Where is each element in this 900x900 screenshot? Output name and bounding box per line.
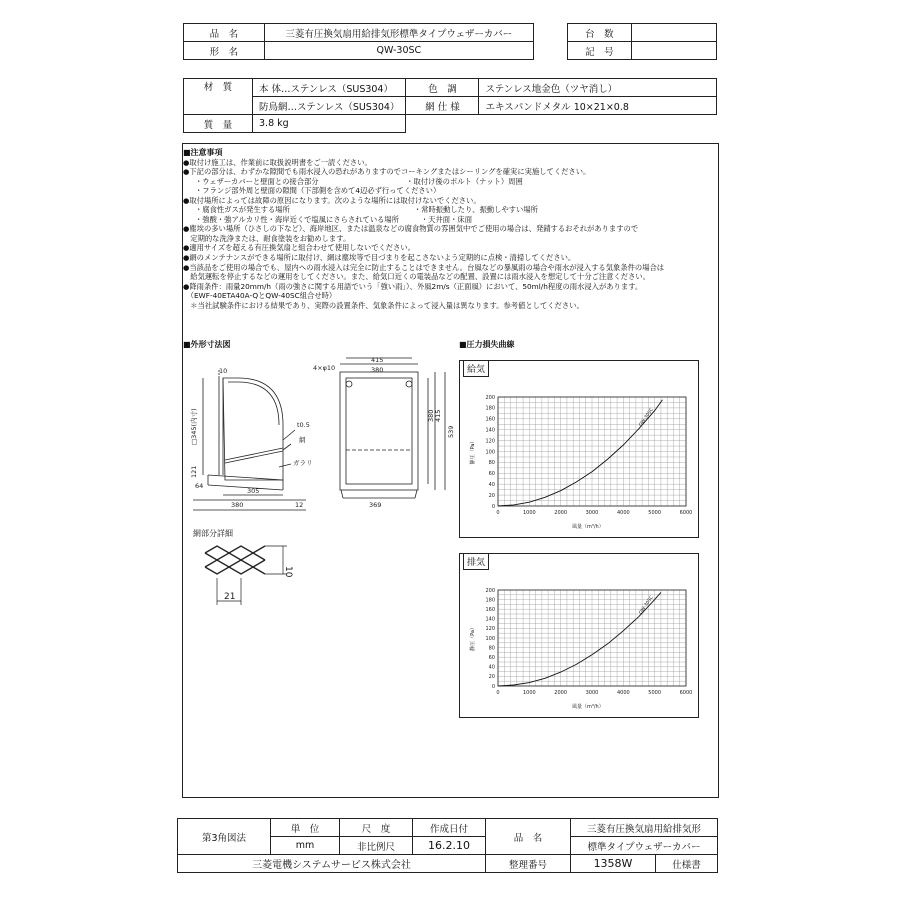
color-label: 色 調 [406,79,479,97]
exhaust-chart [460,554,698,717]
x-axis-label: 風量（m³/h） [572,704,604,710]
supply-label: 給気 [463,360,489,377]
y-tick-label: 160 [485,416,495,423]
y-tick-label: 100 [485,449,495,456]
supply-chart-box [459,360,699,538]
x-tick-label: 3000 [585,510,599,516]
dim-415-top: 415 [371,356,384,364]
dim-holes: 4×φ10 [313,364,336,372]
material-screen: 防鳥網…ステンレス（SUS304） [253,97,406,115]
drawing-title: ■外形寸法図 [183,340,231,349]
dim-inner: □345(内寸) [190,408,198,445]
y-tick-label: 180 [485,405,495,412]
name-line1: 三菱有圧換気扇用給排気形 [571,819,718,837]
x-tick-label: 4000 [616,510,630,516]
mesh-value: エキスパンドメタル 10×21×0.8 [479,97,717,115]
mesh-pattern [205,546,265,574]
x-tick-label: 0 [496,690,500,696]
scale-label: 尺 度 [340,819,413,837]
y-tick-label: 120 [485,438,495,445]
x-axis-label: 風量（m³/h） [572,524,604,530]
exhaust-chart-box [459,553,699,718]
x-tick-label: 6000 [679,510,693,516]
y-tick-label: 0 [491,683,495,690]
note-line: ●網のメンテナンスができる場所に取付け、網は塵埃等で目づまりを起こさないよう定期的に点検・清掃してください。 [183,253,576,263]
y-tick-label: 140 [485,616,495,623]
y-tick-label: 180 [485,597,495,604]
company: 三菱電機システムサービス株式会社 [178,855,486,873]
doc-no-value: 1358W [571,855,656,873]
product-label: 品 名 [184,24,265,42]
y-tick-label: 200 [485,587,495,594]
note-line: 定期的な洗浄または、耐食塗装をお勧めします。 [183,233,351,243]
note-line: ●取付場所によっては故障の原因になります。次のような場所には取付けないでください。 [183,195,481,205]
note-line: ・フランジ部外周と壁面の隙間（下部側を含めて4辺必ず行ってください） [195,186,441,196]
mesh-dim-21: 21 [224,592,236,602]
note-line: ●下記の部分は、わずかな隙間でも雨水浸入の恐れがありますのでコーキングまたはシーリングを確実に実施してください。 [183,167,591,177]
y-tick-label: 160 [485,607,495,613]
notes-section [183,148,723,310]
name-label: 品 名 [486,819,571,855]
title-block [177,818,718,873]
dim-380: 380 [231,501,244,509]
side-dims [189,367,313,509]
series-label: QW-30SC [638,407,655,428]
count-label: 台 数 [567,24,631,42]
note-line: ●塵埃の多い場所（ひさしの下など）、海岸地区、または温泉などの腐食物質の雰囲気中でご使用の場合は、発錆するおそれがありますので [183,224,639,234]
doc-type: 仕様書 [656,855,718,873]
x-tick-label: 2000 [554,510,568,516]
doc-no-label: 整理番号 [486,855,571,873]
mesh-detail-drawing [195,543,305,608]
series-label: QW-30SC [638,595,655,616]
note-line: ●適用サイズを超える有圧換気扇と組合わせて使用しないでください。 [183,243,415,253]
y-tick-label: 80 [488,645,495,652]
pressure-title: ■圧力損失曲線 [459,340,515,349]
model-label: 形 名 [184,42,265,60]
y-tick-label: 20 [488,674,495,681]
scale-value: 非比例尺 [340,837,413,855]
y-tick-label: 140 [485,427,495,434]
y-tick-label: 120 [485,626,495,633]
y-tick-label: 100 [485,635,495,642]
mesh-label: 網 仕 様 [406,97,479,115]
product-value: 三菱有圧換気扇用給排気形標準タイプウェザーカバー [264,24,533,42]
dim-64: 64 [195,482,204,490]
dim-10: 10 [219,367,228,375]
dim-369: 369 [369,501,382,509]
note-line: ・腐食性ガスが発生する場所 ・常時振動したり、振動しやすい場所 [195,205,538,215]
dim-380-top: 380 [371,366,384,374]
header-table [183,23,717,60]
date-value: 16.2.10 [413,837,486,855]
y-axis-label: 静圧（Pa） [470,625,476,651]
y-tick-label: 200 [485,394,495,401]
x-tick-label: 5000 [648,510,662,516]
note-line: ＊当社試験条件における結果であり、実際の設置条件、気象条件によって浸入量は異なります。参考値としてください。 [183,300,584,310]
front-dims [313,356,455,509]
color-value: ステンレス地金色（ツヤ消し） [479,79,717,97]
unit-label: 単 位 [271,819,340,837]
y-tick-label: 40 [488,482,495,488]
dim-12: 12 [295,501,304,509]
series-line [498,400,663,506]
y-tick-label: 80 [488,460,495,467]
mark-label: 記 号 [567,42,631,60]
dim-380-side: 380 [427,409,435,422]
exhaust-label: 排気 [463,553,489,570]
note-line: ●降雨条件：雨量20mm/h（雨の強さに関する用語でいう「強い雨」）、外風2m/s（正面風）において、50ml/h程度の雨水浸入があります。 [183,281,643,291]
x-tick-label: 3000 [585,690,599,696]
name-line2: 標準タイプウェザーカバー [571,837,718,855]
unit-value: mm [271,837,340,855]
x-tick-label: 0 [496,510,500,516]
mesh-dim-10: 10 [283,566,293,578]
x-tick-label: 1000 [522,510,536,516]
supply-chart [460,361,698,537]
y-tick-label: 60 [488,471,495,478]
x-tick-label: 6000 [679,690,693,696]
x-tick-label: 2000 [554,690,568,696]
y-tick-label: 20 [488,492,495,499]
y-tick-label: 40 [488,664,495,671]
note-line: ・ウェザーカバーと壁面との接合部分 ・取付け後のボルト（ナット）周囲 [195,176,523,186]
mesh-detail-title: 網部分詳細 [193,529,233,538]
weight-value: 3.8 kg [253,115,406,133]
dim-305: 305 [247,487,260,495]
y-tick-label: 60 [488,655,495,661]
x-tick-label: 5000 [648,690,662,696]
x-tick-label: 4000 [616,690,630,696]
label-mesh: 網 [299,436,306,444]
projection: 第3角図法 [178,819,271,855]
notes-title: ■注意事項 [183,148,223,157]
y-axis-label: 静圧（Pa） [470,438,476,465]
dim-415-side: 415 [434,409,442,422]
x-tick-label: 1000 [522,690,536,696]
mark-value [632,42,717,60]
note-line: 給気運転を停止するなどの運用をしてください。また、給気口近くの電装品などの配置、設置には雨水浸入を想定して十分ご注意ください。 [183,272,650,282]
dim-121: 121 [190,465,198,478]
dim-t05: t0.5 [297,421,310,429]
dim-539: 539 [447,425,455,438]
note-line: ●取付け施工は、作業前に取扱説明書をご一読ください。 [183,157,372,167]
spec-table [183,78,717,133]
note-line: ・強酸・強アルカリ性・海岸近くで塩風にさらされている場所 ・天井面・床面 [195,214,472,224]
date-label: 作成日付 [413,819,486,837]
count-value [632,24,717,42]
label-louver: ガラリ [293,459,313,467]
material-body: 本 体…ステンレス（SUS304） [253,79,406,97]
model-value: QW-30SC [264,42,533,60]
note-line: （EWF-40ETA40A-QとQW-40SC組合せ時） [183,291,337,301]
y-tick-label: 0 [491,503,495,510]
note-line: ●当該品をご使用の場合でも、屋内への雨水浸入は完全に防止することはできません。台風などの暴風雨の場合や雨水が浸入する気象条件の場合は [183,262,665,272]
material-label: 材 質 [184,79,253,115]
front-view [340,358,445,498]
weight-label: 質 量 [184,115,253,133]
outline-drawing [183,350,458,520]
